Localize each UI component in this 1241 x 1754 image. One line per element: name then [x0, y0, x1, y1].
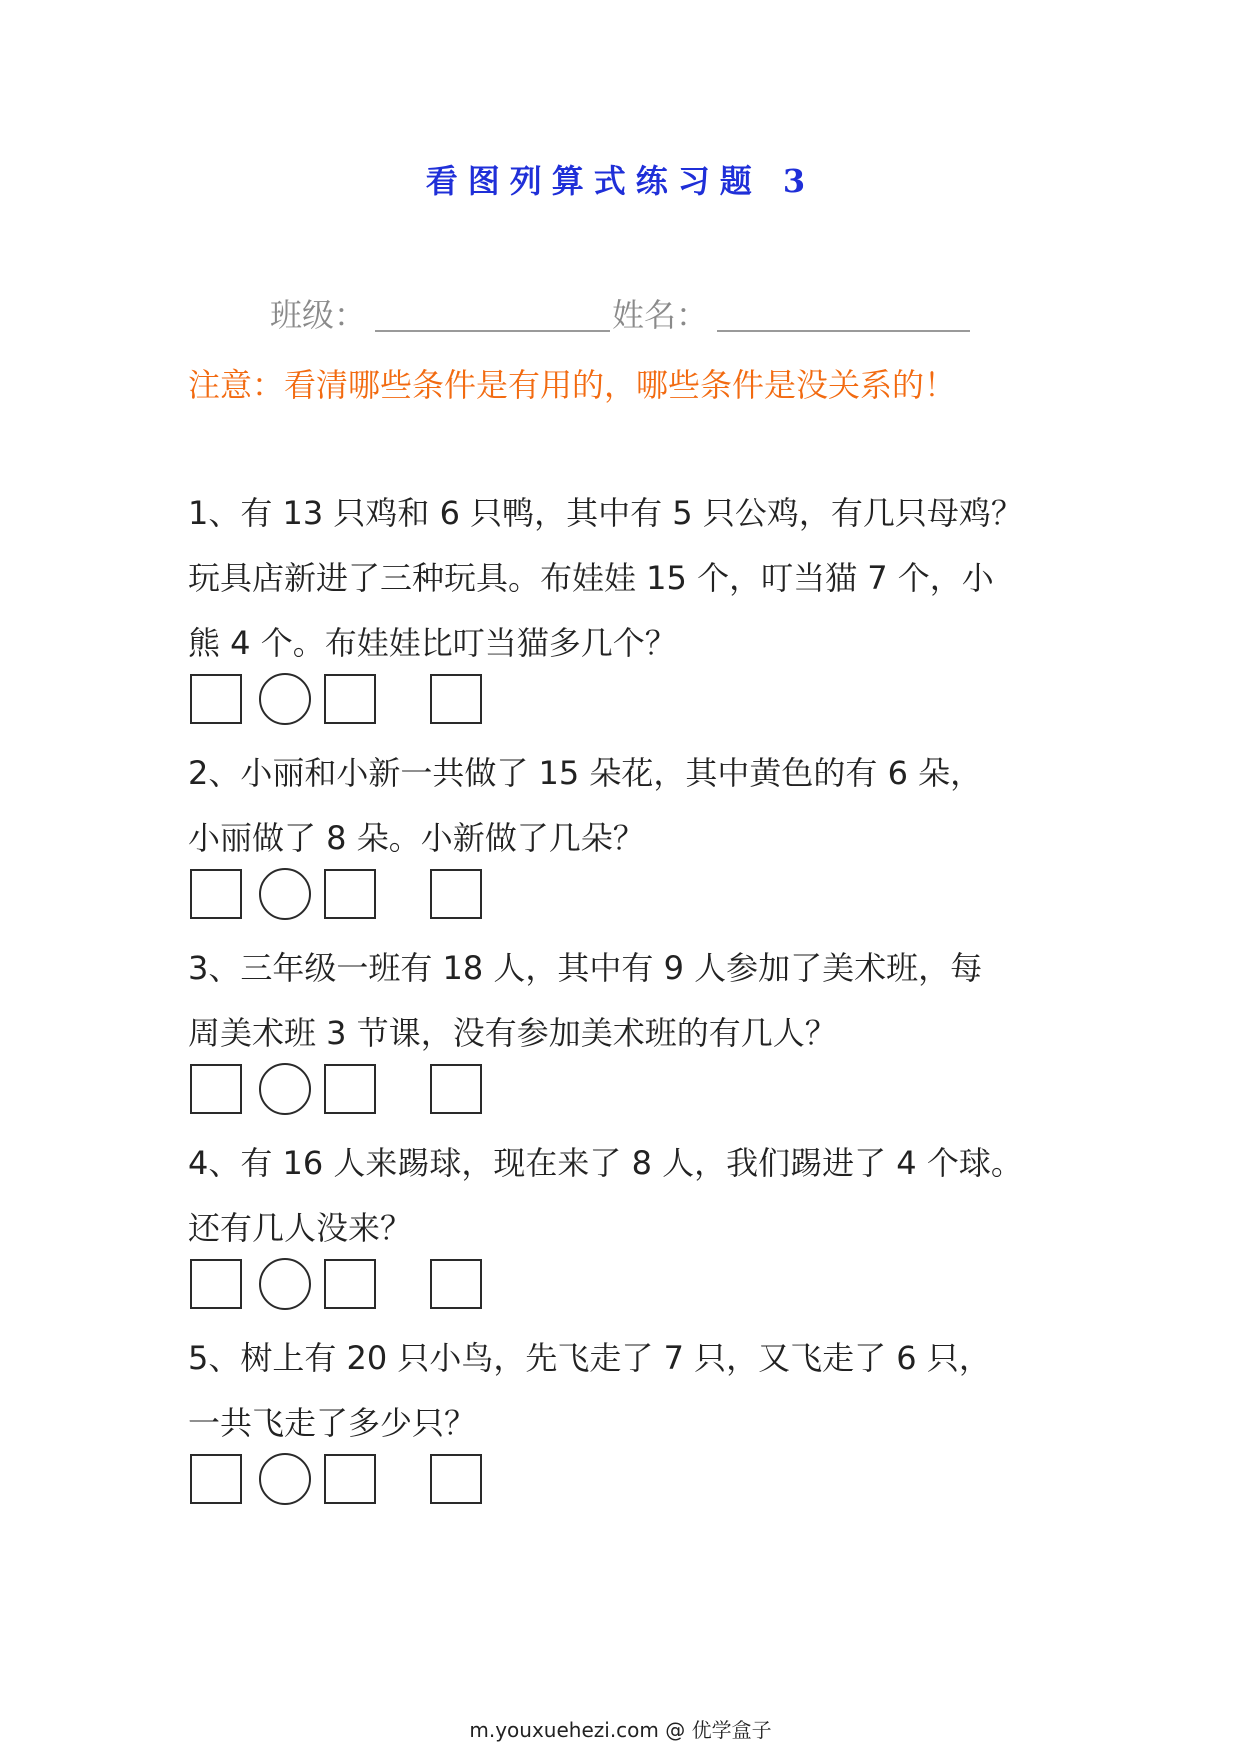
name-label: 姓名： [612, 296, 709, 334]
operator-circle[interactable] [259, 868, 311, 920]
student-info [0, 290, 1241, 340]
question-2-line-2: 小丽做了 8 朵。小新做了几朵？ [188, 819, 645, 857]
answer-row-4 [190, 1259, 510, 1313]
question-5-line-1: 5、树上有 20 只小鸟，先飞走了 7 只，又飞走了 6 只， [188, 1339, 991, 1377]
operand-box[interactable] [324, 1259, 376, 1309]
answer-row-3 [190, 1064, 510, 1118]
operand-box[interactable] [324, 1454, 376, 1504]
operand-box[interactable] [190, 869, 242, 919]
question-3-line-2: 周美术班 3 节课，没有参加美术班的有几人？ [188, 1014, 837, 1052]
question-2-line-1: 2、小丽和小新一共做了 15 朵花，其中黄色的有 6 朵， [188, 754, 983, 792]
operand-box[interactable] [324, 674, 376, 724]
result-box[interactable] [430, 869, 482, 919]
notice-text: 注意：看清哪些条件是有用的，哪些条件是没关系的！ [188, 366, 957, 404]
operator-circle[interactable] [259, 673, 311, 725]
question-3-line-1: 3、三年级一班有 18 人，其中有 9 人参加了美术班，每 [188, 949, 983, 987]
operand-box[interactable] [190, 1064, 242, 1114]
result-box[interactable] [430, 674, 482, 724]
operator-circle[interactable] [259, 1258, 311, 1310]
page-title: 看图列算式练习题 3 [425, 162, 816, 200]
result-box[interactable] [430, 1064, 482, 1114]
result-box[interactable] [430, 1454, 482, 1504]
class-blank[interactable] [375, 330, 610, 332]
operator-circle[interactable] [259, 1453, 311, 1505]
question-5-line-2: 一共飞走了多少只？ [188, 1404, 477, 1442]
operand-box[interactable] [324, 1064, 376, 1114]
question-4-line-2: 还有几人没来？ [188, 1209, 413, 1247]
operand-box[interactable] [324, 869, 376, 919]
question-1-line-1: 1、有 13 只鸡和 6 只鸭，其中有 5 只公鸡，有几只母鸡？ [188, 494, 1023, 532]
answer-row-1 [190, 674, 510, 728]
question-1-line-3: 熊 4 个。布娃娃比叮当猫多几个？ [188, 624, 677, 662]
operand-box[interactable] [190, 1454, 242, 1504]
footer-watermark: m.youxuehezi.com @ 优学盒子 [469, 1718, 772, 1742]
name-blank[interactable] [717, 330, 970, 332]
operator-circle[interactable] [259, 1063, 311, 1115]
answer-row-5 [190, 1454, 510, 1508]
question-1-line-2: 玩具店新进了三种玩具。布娃娃 15 个，叮当猫 7 个，小 [188, 559, 994, 597]
operand-box[interactable] [190, 674, 242, 724]
class-label: 班级： [270, 296, 367, 334]
answer-row-2 [190, 869, 510, 923]
result-box[interactable] [430, 1259, 482, 1309]
operand-box[interactable] [190, 1259, 242, 1309]
question-4-line-1: 4、有 16 人来踢球，现在来了 8 人，我们踢进了 4 个球。 [188, 1144, 1023, 1182]
